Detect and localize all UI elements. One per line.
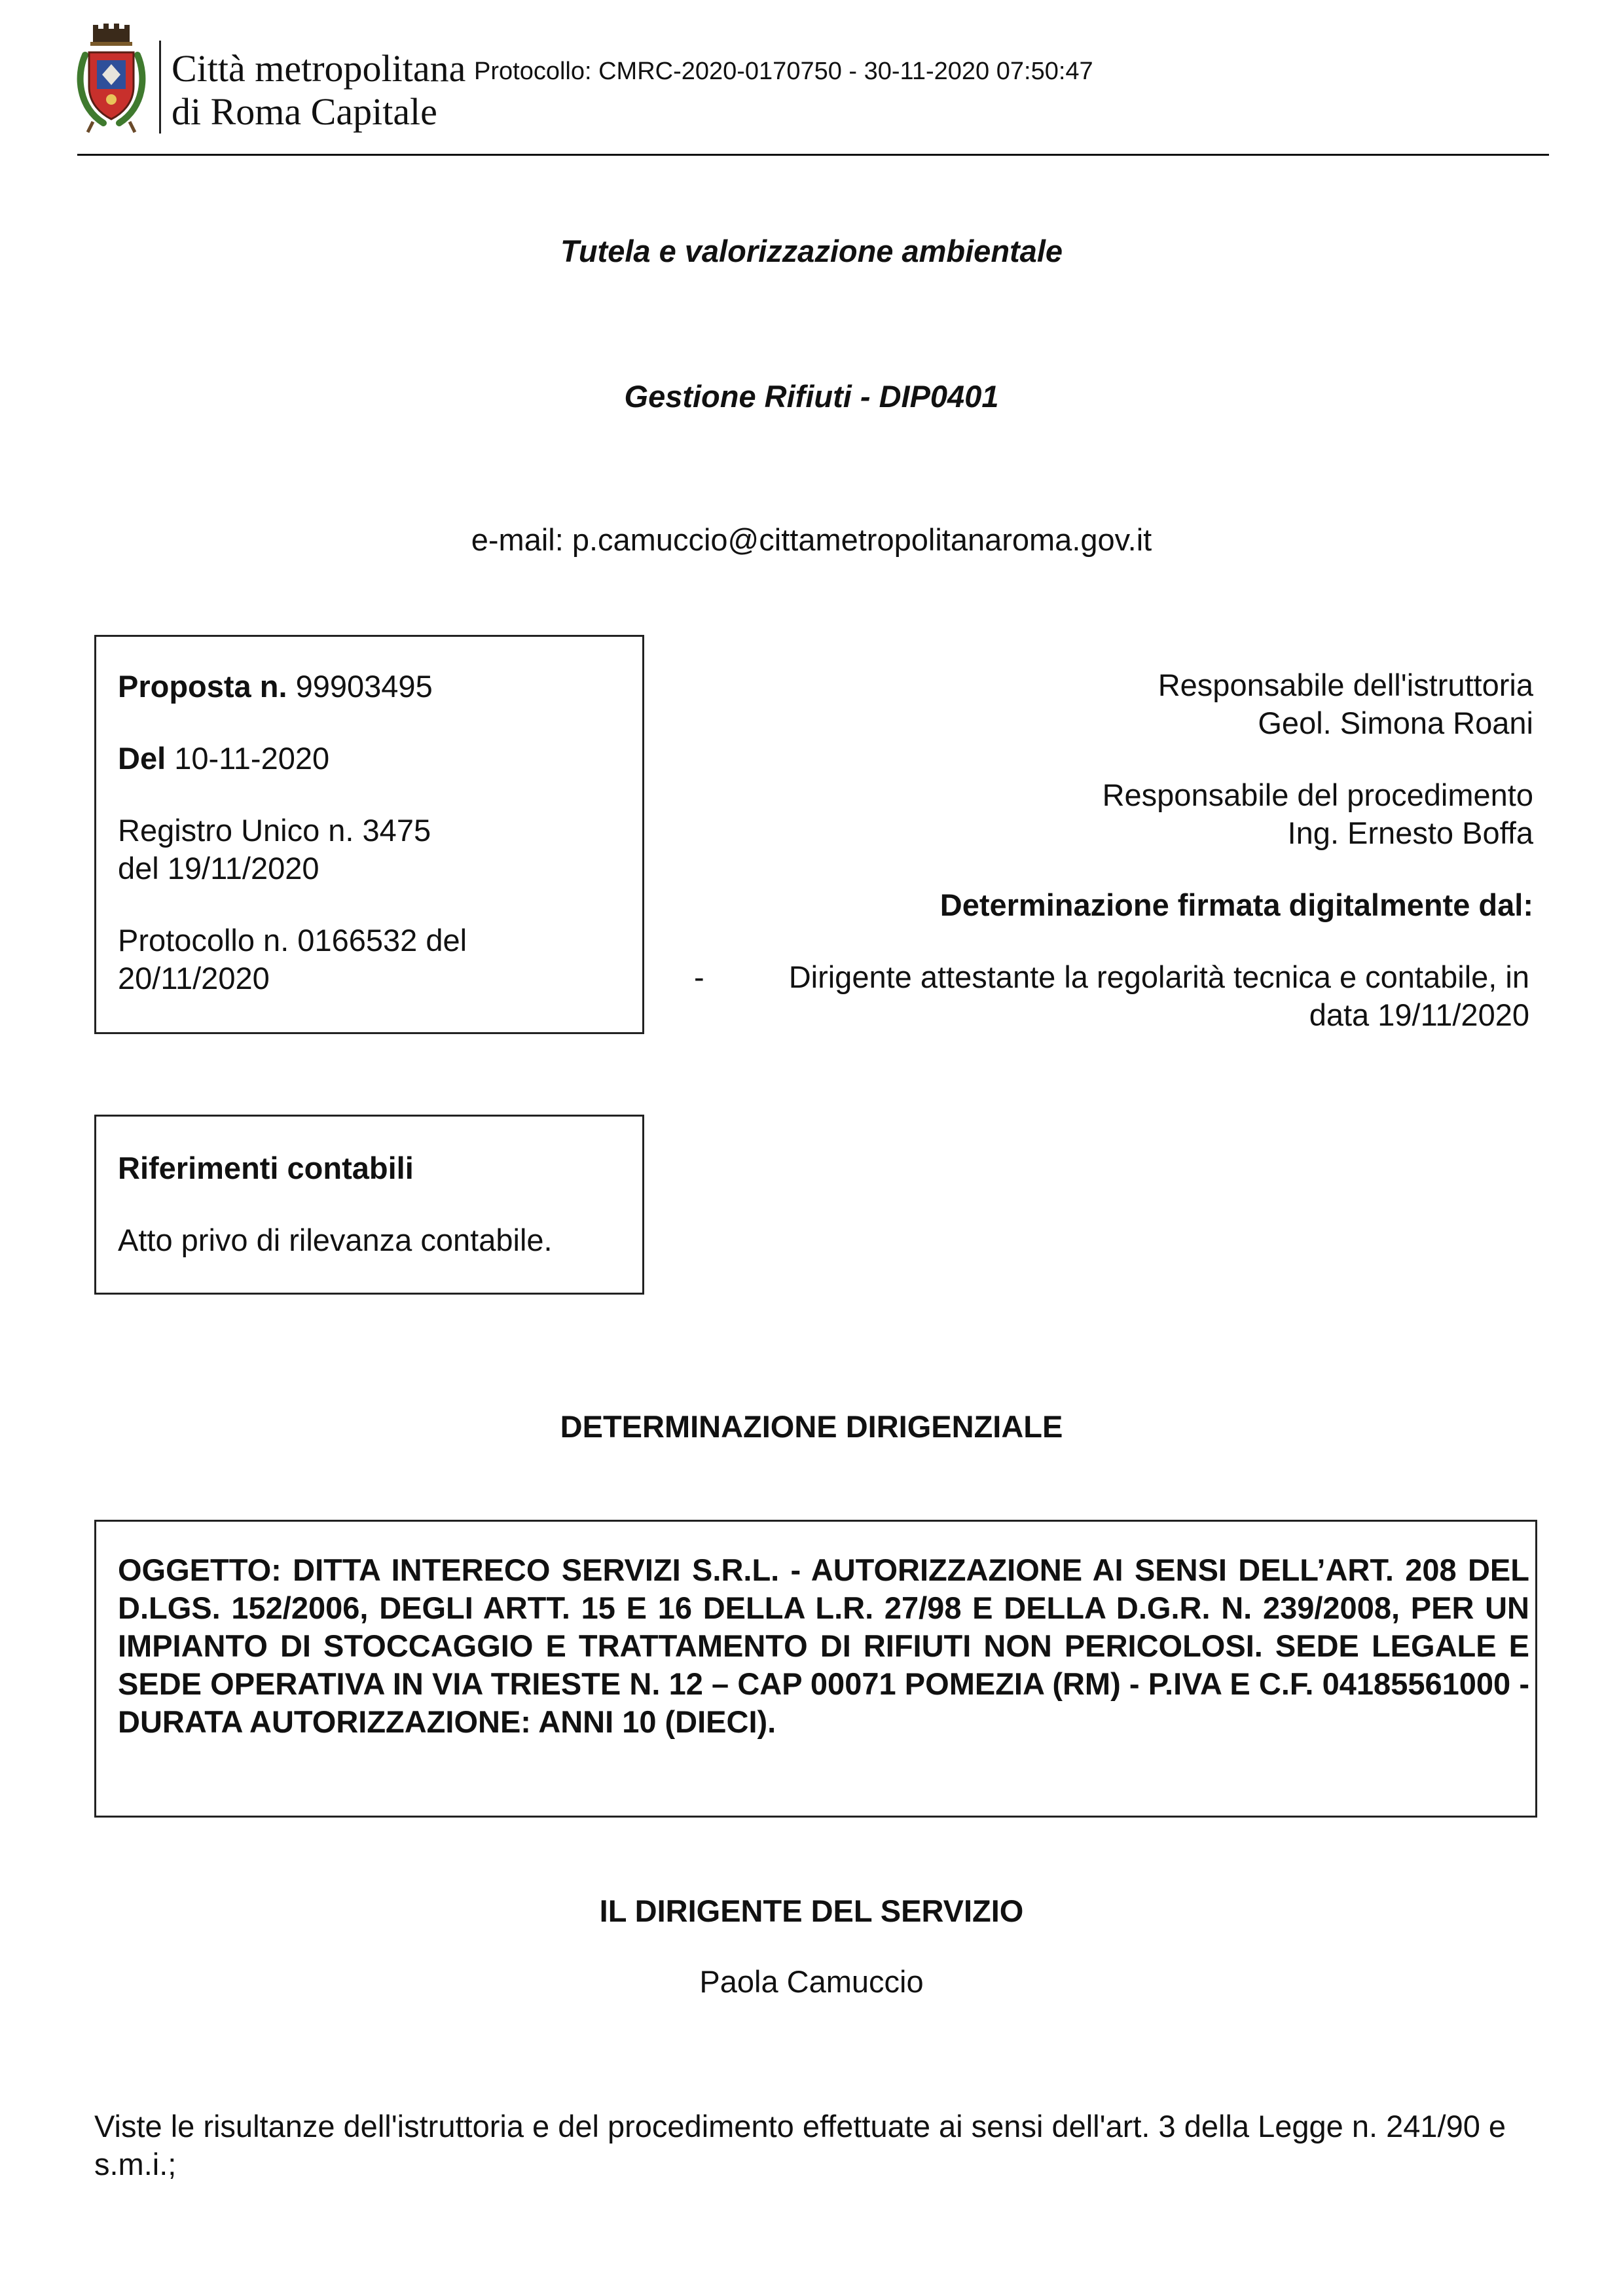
service-title: Gestione Rifiuti - DIP0401 <box>624 379 999 414</box>
del-line <box>118 740 329 778</box>
proposta-value: 99903495 <box>295 669 433 704</box>
header-rule <box>77 154 1549 156</box>
section-title: Tutela e valorizzazione ambientale <box>560 234 1063 268</box>
accounting-heading: Riferimenti contabili <box>118 1151 414 1185</box>
determination-title: DETERMINAZIONE DIRIGENZIALE <box>560 1409 1063 1444</box>
accounting-box <box>94 1115 644 1295</box>
viste-paragraph: Viste le risultanze dell'istruttoria e del procedimento effettuate ai sensi dell'art. 3 della Legge n. 241/90 e s.m.i.; <box>94 2109 1506 2181</box>
del-value: 10-11-2020 <box>174 741 330 776</box>
procedimento-name: Ing. Ernesto Boffa <box>1287 816 1533 850</box>
email-line <box>0 522 1623 558</box>
registro-line2: del 19/11/2020 <box>118 851 319 886</box>
proposta-line <box>118 668 433 706</box>
director-title: IL DIRIGENTE DEL SERVIZIO <box>599 1893 1024 1928</box>
protocol-stamp: Protocollo: CMRC-2020-0170750 - 30-11-2020 07:50:47 <box>474 58 1093 85</box>
istruttoria-name: Geol. Simona Roani <box>1258 706 1533 740</box>
brand-name-line1: Città metropolitana <box>172 47 466 90</box>
signer-line2: data 19/11/2020 <box>1309 997 1529 1032</box>
coat-of-arms-icon <box>73 24 149 135</box>
email-address[interactable]: p.camuccio@cittametropolitanaroma.gov.it <box>572 522 1152 557</box>
header-separator <box>159 41 161 134</box>
proposta-label: Proposta n. <box>118 669 287 704</box>
protocollo-line2: 20/11/2020 <box>118 961 270 996</box>
accounting-text: Atto privo di rilevanza contabile. <box>118 1223 553 1257</box>
brand-name-line2: di Roma Capitale <box>172 90 437 133</box>
istruttoria-label: Responsabile dell'istruttoria <box>1158 668 1533 702</box>
signer-line1: Dirigente attestante la regolarità tecnica e contabile, in <box>788 960 1529 994</box>
del-label: Del <box>118 741 166 776</box>
email-label: e-mail: <box>471 522 564 557</box>
protocollo-line1: Protocollo n. 0166532 del <box>118 923 467 958</box>
signed-heading: Determinazione firmata digitalmente dal: <box>939 888 1533 922</box>
signer-bullet: - <box>694 960 704 994</box>
subject-text: OGGETTO: DITTA INTERECO SERVIZI S.R.L. - AUTORIZZAZIONE AI SENSI DELL’ART. 208 DEL D.LGS. 152/2006, DEGLI ARTT. 15 E 16 DELLA L.R. 27/98 E DELLA D.G.R. N. 239/2008, PER UN IMPIANTO DI STOCCAGGIO E TRATTAMENTO DI RIFIUTI NON PERICOLOSI. SEDE LEGALE E SEDE OPERATIVA IN VIA TRIESTE N. 12 – CAP 00071 POMEZIA (RM) - P.IVA E C.F. 04185561000 - DURATA AUTORIZZAZIONE: ANNI 10 (DIECI). <box>118 1552 1529 1739</box>
director-name: Paola Camuccio <box>699 1964 924 1999</box>
procedimento-label: Responsabile del procedimento <box>1102 778 1533 812</box>
registro-line1: Registro Unico n. 3475 <box>118 813 431 848</box>
